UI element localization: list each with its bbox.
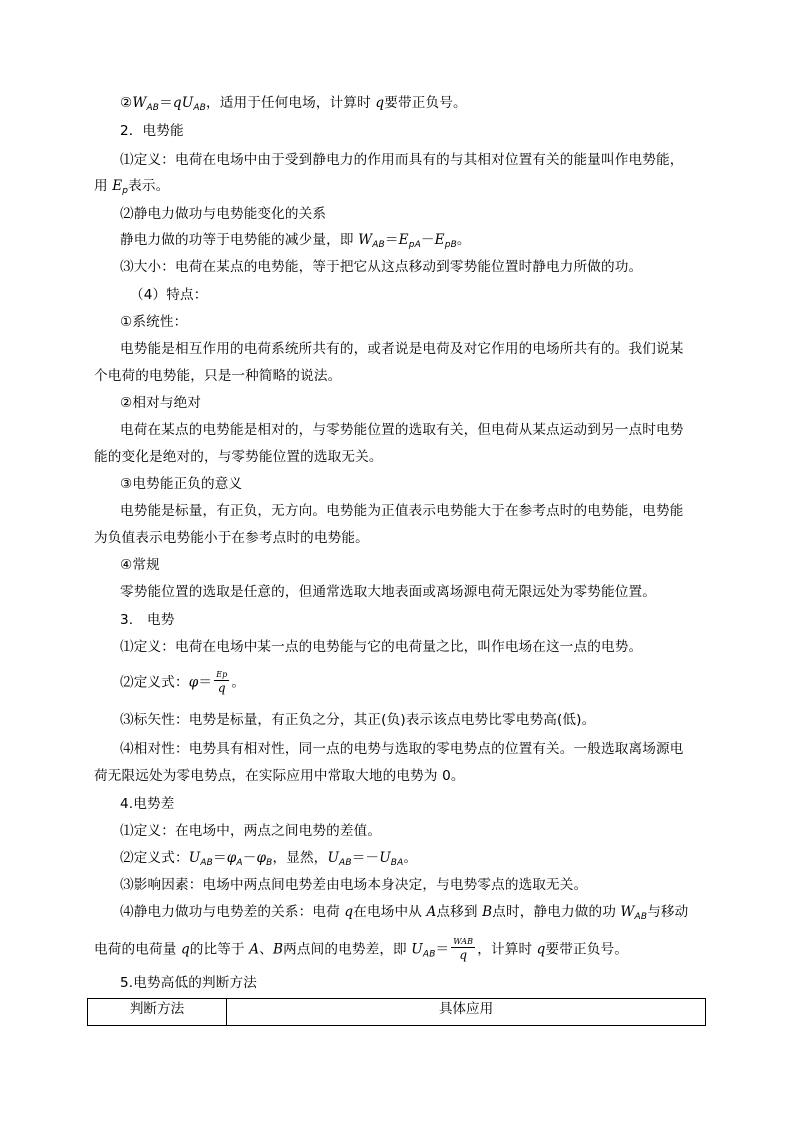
paragraph-line: ⑴定义：电荷在电场中某一点的电势能与它的电荷量之比，叫作电场在这一点的电势。 [120,639,643,655]
subheading: ①系统性： [120,314,188,330]
subheading: ④常规 [120,557,160,573]
formula-line-work: $②W_{AB}=qU_{AB}$，适用于任何电场，计算时 q要带正负号。 [120,95,467,113]
paragraph-line: 电荷在某点的电势能是相对的，与零势能位置的选取有关，但电荷从某点运动到另一点时电势 [120,422,684,438]
paragraph-line: 零势能位置的选取是任意的，但通常选取大地表面或离场源电荷无限远处为零势能位置。 [120,584,657,600]
formula-line-energy: 静电力做的功等于电势能的减少量，即 $W_{AB}=E_{pA}-E_{pB}$。 [120,232,471,250]
table-header-method: 判断方法 [88,999,227,1026]
paragraph-line: 个电荷的电势能，只是一种简略的说法。 [94,368,342,384]
paragraph-line: 荷无限远处为零电势点，在实际应用中常取大地的电势为 0。 [94,768,465,784]
paragraph-line: ⑶标矢性：电势是标量，有正负之分，其正(负)表示该点电势比零电势高(低)。 [120,712,596,728]
judgement-methods-table [87,998,706,1026]
paragraph-line: 电势能是相互作用的电荷系统所共有的，或者说是电荷及对它作用的电场所共有的。我们说某 [120,341,684,357]
section-heading-potential: 3. 电势 [120,612,175,628]
formula-line-potential-difference: ⑵定义式：$U_{AB}=\varphi_A-\varphi_B$，显然，$U_{AB}=-U_{BA}$。 [120,850,418,868]
subheading: ③电势能正负的意义 [120,476,243,492]
subheading: ②相对与绝对 [120,395,202,411]
paragraph-line: ⑷静电力做功与电势差的关系：电荷 q在电场中从 A点移到 B点时，静电力做的功 $W_{AB}$与移动 [120,904,689,922]
paragraph-line: ⑴定义：在电场中，两点之间电势的差值。 [120,823,382,839]
formula-line-voltage-work: 电荷的电荷量 q的比等于 A、B两点间的电势差，即 $U_{AB}=$ $\frac{\text{WAB}}{q}$ ，计算时 q要带正负号。 [94,937,628,962]
table-header-application: 具体应用 [227,999,706,1026]
paragraph-line: 电势能是标量，有正负，无方向。电势能为正值表示电势能大于在参考点时的电势能，电势能 [120,503,684,519]
formula-line-potential-definition: ⑵定义式：φ＝ $\frac{Ep}{q}$ 。 [120,670,246,695]
paragraph-line: ⑷相对性：电势具有相对性，同一点的电势与选取的零电势点的位置有关。一般选取离场源电 [120,741,684,757]
fraction-wab-over-q: $\frac{\text{WAB}}{q}$ [453,937,474,962]
paragraph-line: 用 $E_p$表示。 [94,178,170,196]
section-heading-potential-judgement: 5.电势高低的判断方法 [120,975,257,991]
paragraph-line: ⑴定义：电荷在电场中由于受到静电力的作用而具有的与其相对位置有关的能量叫作电势能， [120,152,684,168]
table-header-row [88,999,706,1026]
subheading: （4）特点： [130,287,208,303]
paragraph-line: ⑶大小：电荷在某点的电势能，等于把它从这点移动到零势能位置时静电力所做的功。 [120,259,643,275]
paragraph-line: ⑶影响因素：电场中两点间电势差由电场本身决定，与电势零点的选取无关。 [120,877,588,893]
subheading: ⑵静电力做功与电势能变化的关系 [120,206,327,222]
paragraph-line: 为负值表示电势能小于在参考点时的电势能。 [94,530,369,546]
paragraph-line: 能的变化是绝对的，与零势能位置的选取无关。 [94,449,383,465]
section-heading-potential-difference: 4.电势差 [120,796,175,812]
section-heading-potential-energy: 2．电势能 [120,123,184,139]
fraction-ep-over-q: $\frac{Ep}{q}$ [216,670,228,695]
